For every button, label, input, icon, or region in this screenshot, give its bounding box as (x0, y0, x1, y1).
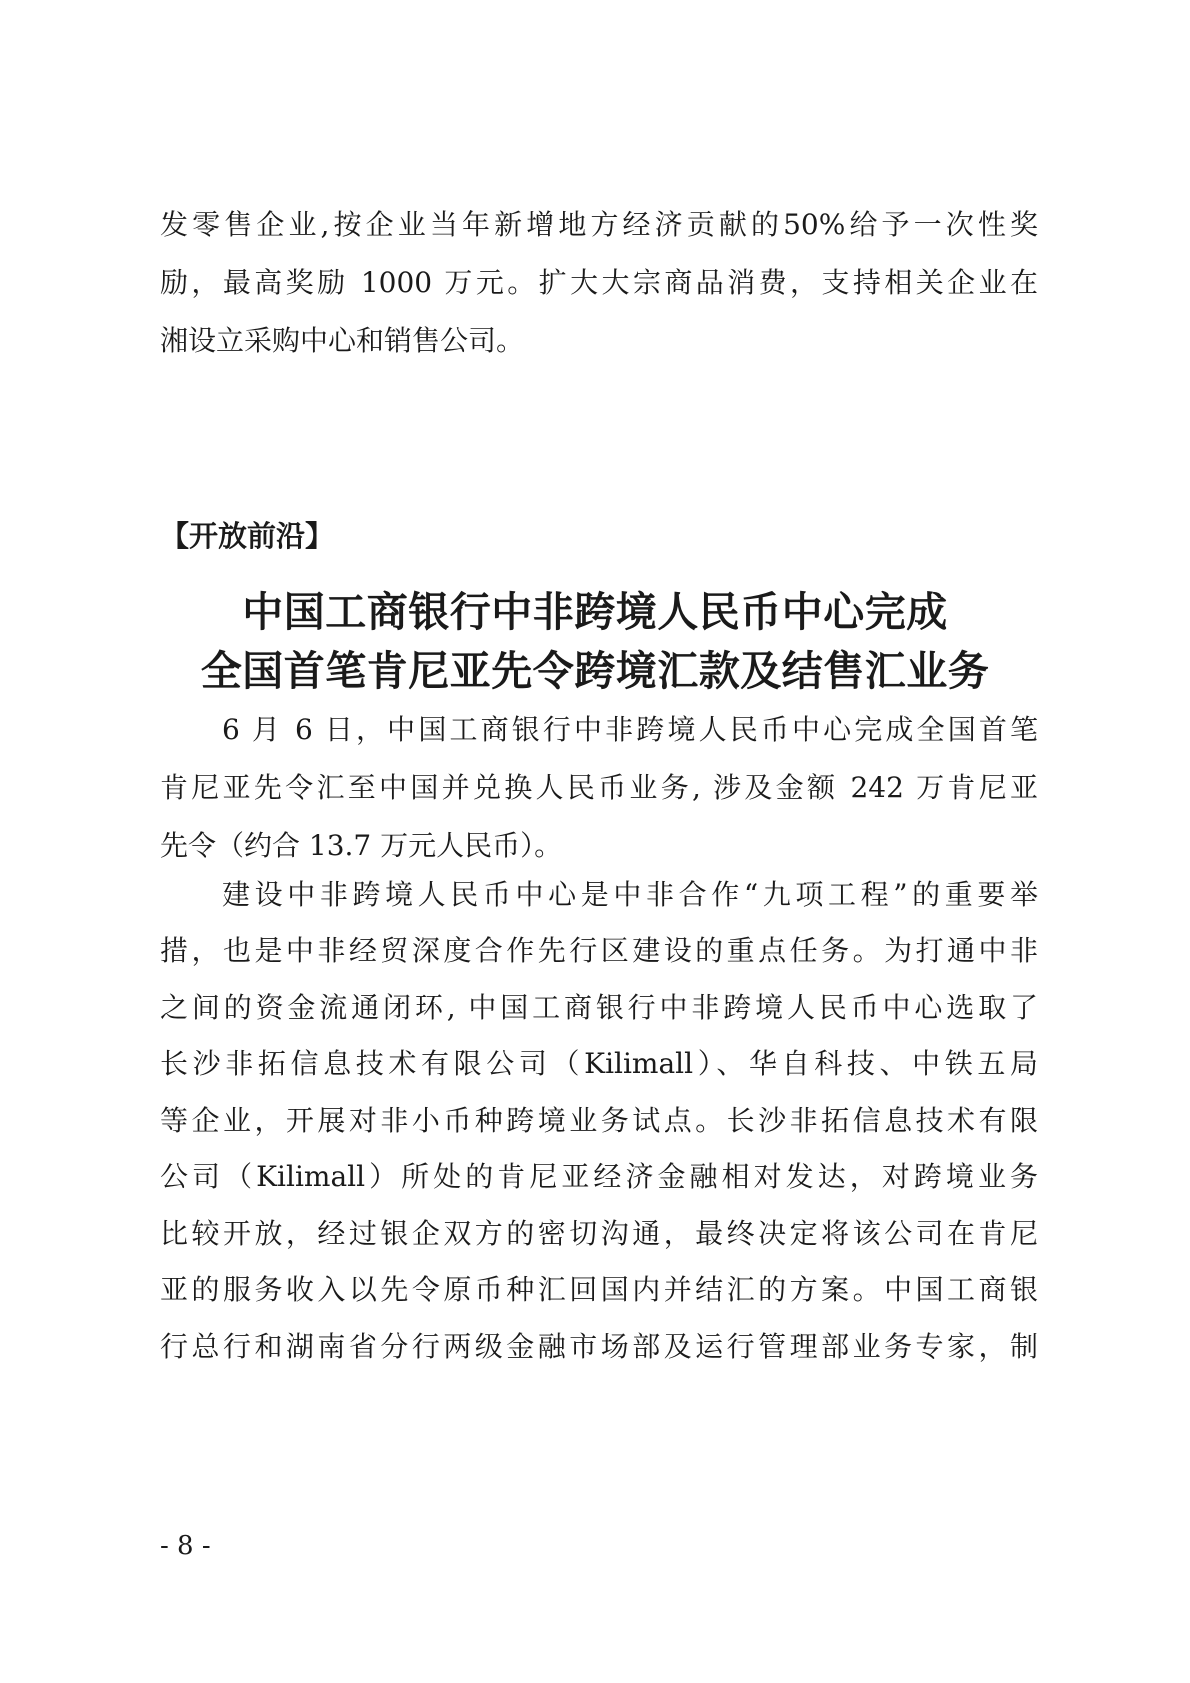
paragraph1-line-1: 6 月 6 日，中国工商银行中非跨境人民币中心完成全国首笔 (222, 713, 1038, 746)
intro-line-3: 湘设立采购中心和销售公司。 (160, 324, 525, 357)
intro-line-1: 发零售企业,按企业当年新增地方经济贡献的50%给予一次性奖 (160, 208, 1038, 241)
headline-line-1: 中国工商银行中非跨境人民币中心完成 (242, 588, 948, 636)
paragraph2-line-6: 公司（Kilimall）所处的肯尼亚经济金融相对发达，对跨境业务 (160, 1160, 1038, 1193)
paragraph1-line-3: 先令（约合 13.7 万元人民币）。 (160, 829, 563, 862)
paragraph1-line-2: 肯尼亚先令汇至中国并兑换人民币业务, 涉及金额 242 万肯尼亚 (160, 771, 1038, 804)
paragraph2-line-1: 建设中非跨境人民币中心是中非合作“九项工程”的重要举 (222, 878, 1038, 911)
paragraph2-line-4: 长沙非拓信息技术有限公司（Kilimall）、华自科技、中铁五局 (160, 1047, 1038, 1080)
paragraph2-line-5: 等企业，开展对非小币种跨境业务试点。长沙非拓信息技术有限 (160, 1104, 1038, 1137)
paragraph2-line-8: 亚的服务收入以先令原币种汇回国内并结汇的方案。中国工商银 (160, 1273, 1038, 1306)
headline-line-2: 全国首笔肯尼亚先令跨境汇款及结售汇业务 (200, 647, 990, 695)
paragraph2-line-7: 比较开放，经过银企双方的密切沟通，最终决定将该公司在肯尼 (160, 1217, 1038, 1250)
paragraph2-line-9: 行总行和湖南省分行两级金融市场部及运行管理部业务专家，制 (160, 1330, 1038, 1363)
paragraph2-line-2: 措，也是中非经贸深度合作先行区建设的重点任务。为打通中非 (160, 934, 1038, 967)
paragraph2-line-3: 之间的资金流通闭环, 中国工商银行中非跨境人民币中心选取了 (160, 991, 1038, 1024)
page-number: - 8 - (160, 1531, 211, 1561)
intro-line-2: 励，最高奖励 1000 万元。扩大大宗商品消费，支持相关企业在 (160, 266, 1038, 299)
section-tag: 【开放前沿】 (160, 519, 335, 553)
